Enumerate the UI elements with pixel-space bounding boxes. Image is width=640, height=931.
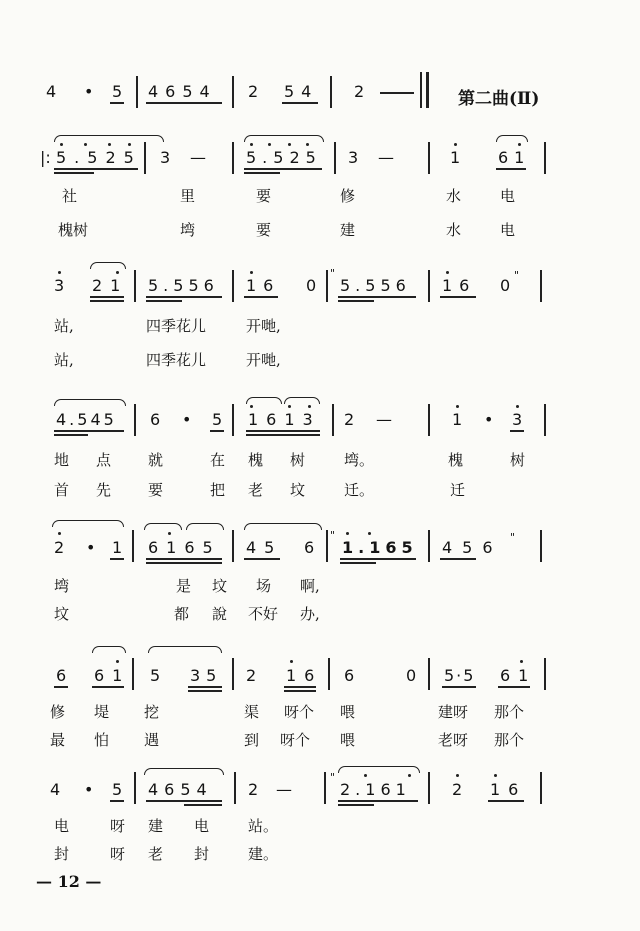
lyric: 建: [340, 221, 356, 239]
lyric: 遇: [144, 731, 160, 749]
dash: —: [376, 410, 392, 429]
note: 5: [112, 82, 123, 101]
lyric: 电: [54, 817, 70, 835]
lyric: 塆: [54, 577, 70, 595]
lyric: 把: [210, 481, 226, 499]
lyric: 首: [54, 481, 70, 499]
lyric: 开哋,: [246, 351, 281, 369]
lyric: 呀个: [284, 703, 315, 721]
lyric: 修: [340, 187, 356, 205]
lyric: 老: [148, 845, 164, 863]
lyric: 坟: [54, 605, 70, 623]
lyric: 挖: [144, 703, 160, 721]
note: 6: [304, 538, 315, 557]
note: 2: [354, 82, 365, 101]
dot-extension: •: [484, 410, 494, 429]
lyric: 槐: [448, 451, 464, 469]
dot-extension: •: [84, 780, 94, 799]
lyric: 是: [176, 577, 192, 595]
note-group: 35: [190, 666, 223, 685]
note-group: 16: [246, 276, 281, 295]
lyric: 场: [256, 577, 272, 595]
note-group: 4.545: [56, 410, 117, 429]
note: 1: [450, 148, 461, 167]
lyric: 办,: [300, 605, 320, 623]
lyric: 呀: [110, 845, 126, 863]
lyric: 先: [96, 481, 112, 499]
note-group: 16: [442, 276, 477, 295]
lyric: 建。: [248, 845, 279, 863]
note: 2: [248, 780, 259, 799]
note: 2: [248, 82, 259, 101]
lyric: 到: [244, 731, 260, 749]
note-group: 4654: [148, 780, 213, 799]
lyric: 老: [248, 481, 264, 499]
note: 4: [50, 780, 61, 799]
note-group: 5.525: [246, 148, 322, 167]
note-group: 54: [284, 82, 319, 101]
lyric: 电: [500, 187, 516, 205]
note-group: 16: [490, 780, 527, 799]
lyric: 迁。: [344, 481, 375, 499]
rest: 0: [406, 666, 417, 685]
lyric: 那个: [494, 703, 525, 721]
lyric: 不好: [248, 605, 279, 623]
dash: —: [276, 780, 292, 799]
lyric: 塆: [180, 221, 196, 239]
note: 6: [344, 666, 355, 685]
dot-extension: •: [86, 538, 96, 557]
lyric: 啊,: [300, 577, 320, 595]
lyric: 說: [212, 605, 228, 623]
lyric: 电: [500, 221, 516, 239]
lyric: 封: [194, 845, 210, 863]
note-group: 5.556: [148, 276, 219, 295]
lyric: 建呀: [438, 703, 469, 721]
note: 2: [246, 666, 257, 685]
page-number: — 12 —: [36, 872, 102, 891]
lyric: 站,: [54, 351, 74, 369]
note-group: 61: [94, 666, 131, 685]
lyric: 要: [256, 221, 272, 239]
lyric: 槐: [248, 451, 264, 469]
lyric: 电: [194, 817, 210, 835]
lyric: 封: [54, 845, 70, 863]
note-group: 6165: [148, 538, 221, 557]
note: 2: [452, 780, 463, 799]
lyric: 里: [180, 187, 196, 205]
note: 1: [112, 538, 123, 557]
dash: —: [378, 148, 394, 167]
note: 4: [46, 82, 57, 101]
note-group: 61: [498, 148, 531, 167]
note-group: 21: [92, 276, 129, 295]
note-group: 1613: [248, 410, 321, 429]
lyric: 站,: [54, 317, 74, 335]
note: 1: [452, 410, 463, 429]
lyric: 喂: [340, 731, 356, 749]
note: 3: [512, 410, 523, 429]
lyric: 喂: [340, 703, 356, 721]
lyric: 点: [96, 451, 112, 469]
note-group: 5.556: [340, 276, 411, 295]
lyric: 地: [54, 451, 70, 469]
note: 3: [54, 276, 65, 295]
note: 2: [54, 538, 65, 557]
lyric: 渠: [244, 703, 260, 721]
lyric: 坟: [290, 481, 306, 499]
rest: 0: [500, 276, 511, 295]
lyric: 四季花儿: [146, 351, 207, 369]
lyric: 水: [446, 187, 462, 205]
lyric: 水: [446, 221, 462, 239]
note: 5: [150, 666, 161, 685]
note-group: 5.525: [56, 148, 142, 167]
score-page: 第二曲(Ⅱ) — 12 — 4 • 5 4654 2 54 2 |: 5.525 3 — 5.525 3 — 1 61 社 里 要 修 水 电 槐树 塆 要 建 水 电 3 21 5.556 16 0 " 5.556 16 0 " 站, 四季花儿 开哋, 站, 四季花儿 开哋, 4.545 6 • 5 1613 2 — 1 • 3 地 点 就 在 槐 树 塆。 槐 树 首 先 要 把 老 坟 迁。 迁 2 • 1 6165 45 6 " 1.165 456 " 塆 是 坟 场 啊, 坟 都 說 不好 办, 6 61 5 35 2 16 6 0 5·5 61 修 堤 挖 渠 呀个 喂 建呀 那个 最 怕 遇 到 呀个 喂 老呀 那个 4 • 5 4654 2 — " 2.161 2 16 电 呀 建 电 站。 封 呀 老 封 建。: [0, 0, 640, 931]
note-group: 4654: [148, 82, 217, 101]
note-group: 61: [500, 666, 537, 685]
lyric: 都: [174, 605, 190, 623]
lyric: 槐树: [58, 221, 89, 239]
note: 5: [212, 410, 223, 429]
lyric: 修: [50, 703, 66, 721]
note: 3: [160, 148, 171, 167]
lyric: 树: [510, 451, 526, 469]
lyric: 塆。: [344, 451, 375, 469]
note: 5: [112, 780, 123, 799]
note: 6: [56, 666, 67, 685]
dash: —: [190, 148, 206, 167]
note-group: 456: [442, 538, 503, 557]
song-title: 第二曲(Ⅱ): [458, 89, 540, 109]
lyric: 坟: [212, 577, 228, 595]
lyric: 要: [148, 481, 164, 499]
note-group: 2.161: [340, 780, 411, 799]
lyric: 要: [256, 187, 272, 205]
note-group: 45: [246, 538, 283, 557]
lyric: 四季花儿: [146, 317, 207, 335]
note-group: 16: [286, 666, 323, 685]
lyric: 树: [290, 451, 306, 469]
note: 6: [150, 410, 161, 429]
lyric: 社: [62, 187, 78, 205]
dot-extension: •: [182, 410, 192, 429]
lyric: 站。: [248, 817, 279, 835]
note: 2: [344, 410, 355, 429]
lyric: 那个: [494, 731, 525, 749]
lyric: 堤: [94, 703, 110, 721]
note-group: 1.165: [342, 538, 418, 557]
lyric: 呀个: [280, 731, 311, 749]
note-group: 5·5: [444, 666, 476, 685]
dot-extension: •: [84, 82, 94, 101]
lyric: 在: [210, 451, 226, 469]
lyric: 怕: [94, 731, 110, 749]
note: 3: [348, 148, 359, 167]
lyric: 开哋,: [246, 317, 281, 335]
lyric: 呀: [110, 817, 126, 835]
lyric: 建: [148, 817, 164, 835]
lyric: 最: [50, 731, 66, 749]
lyric: 迁: [450, 481, 466, 499]
rest: 0: [306, 276, 317, 295]
lyric: 就: [148, 451, 164, 469]
lyric: 老呀: [438, 731, 469, 749]
